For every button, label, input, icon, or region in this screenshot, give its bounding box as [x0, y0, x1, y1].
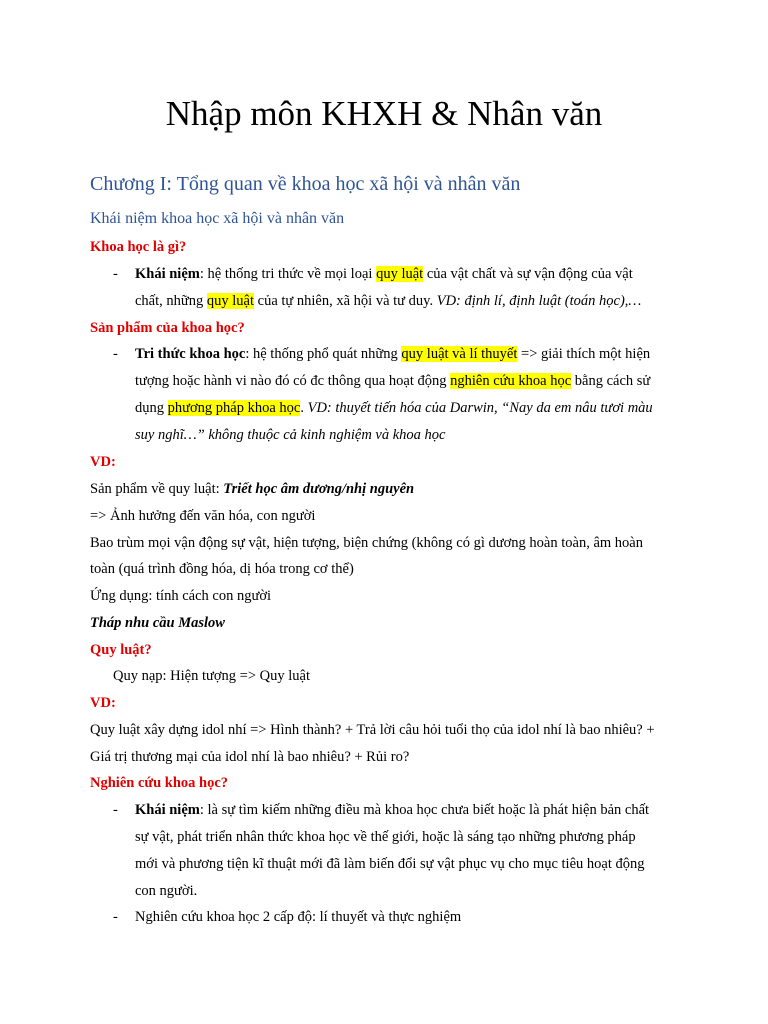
- text: : hệ thống phổ quát những: [245, 346, 402, 362]
- term: Tri thức khoa học: [135, 346, 246, 362]
- bullet-line: [135, 398, 653, 418]
- question-heading-products: Sản phẩm của khoa học?: [90, 320, 245, 336]
- text: của vật chất và sự vận động của vật: [423, 266, 633, 282]
- text: : hệ thống tri thức về mọi loại: [199, 266, 377, 282]
- bullet-line: [135, 264, 633, 284]
- paragraph: Quy nạp: Hiện tượng => Quy luật: [113, 668, 310, 684]
- bullet-dash: -: [113, 266, 118, 282]
- text: bằng cách sử: [571, 373, 651, 389]
- highlight: quy luật: [376, 266, 424, 282]
- term: Khái niệm: [135, 266, 200, 282]
- term: Khái niệm: [135, 802, 200, 818]
- bullet-line: [135, 425, 445, 445]
- text: của tự nhiên, xã hội và tư duy.: [254, 293, 437, 309]
- highlight: phương pháp khoa học: [167, 400, 301, 416]
- bullet-line: mới và phương tiện kĩ thuật mới đã làm biến đổi sự vật phục vụ cho mục tiêu hoạt động: [135, 856, 645, 872]
- example-text: suy nghĩ…” không thuộc cả kinh nghiệm và khoa học: [135, 427, 446, 443]
- text: dụng: [135, 400, 168, 416]
- highlight: quy luật: [206, 293, 255, 309]
- paragraph: Ứng dụng: tính cách con người: [90, 588, 272, 604]
- emphasis: Tháp nhu cầu Maslow: [90, 615, 225, 631]
- bullet-line: sự vật, phát triển nhân thức khoa học về thế giới, hoặc là sáng tạo những phương pháp: [135, 829, 636, 845]
- paragraph: toàn (quá trình đồng hóa, dị hóa trong cơ thể): [90, 561, 354, 577]
- chapter-heading: Chương I: Tổng quan về khoa học xã hội và nhân văn: [90, 173, 521, 195]
- question-heading-law: Quy luật?: [90, 642, 152, 658]
- paragraph: [90, 613, 225, 633]
- emphasis: Triết học âm dương/nhị nguyên: [223, 481, 415, 497]
- text: chất, những: [135, 293, 207, 309]
- question-heading-science: Khoa học là gì?: [90, 239, 187, 255]
- vd-heading: VD:: [90, 454, 116, 470]
- document-title: Nhập môn KHXH & Nhân văn: [165, 94, 603, 133]
- bullet-line: con người.: [135, 883, 198, 899]
- section-heading: Khái niệm khoa học xã hội và nhân văn: [90, 210, 345, 227]
- bullet-line: Nghiên cứu khoa học 2 cấp độ: lí thuyết và thực nghiệm: [135, 909, 462, 925]
- bullet-line: [135, 344, 650, 364]
- text: .: [300, 400, 308, 416]
- example-text: VD: thuyết tiến hóa của Darwin, “Nay da em nâu tươi màu: [307, 400, 653, 416]
- highlight: quy luật và lí thuyết: [401, 346, 518, 362]
- bullet-dash: -: [113, 909, 118, 925]
- bullet-line: [135, 371, 650, 391]
- bullet-dash: -: [113, 802, 118, 818]
- text: => giải thích một hiện: [517, 346, 651, 362]
- paragraph: Bao trùm mọi vận động sự vật, hiện tượng, biện chứng (không có gì dương hoàn toàn, âm hoàn: [90, 535, 643, 551]
- paragraph: Quy luật xây dựng idol nhí => Hình thành? + Trả lời câu hỏi tuổi thọ của idol nhí là bao nhiêu? +: [90, 722, 655, 738]
- highlight: nghiên cứu khoa học: [450, 373, 572, 389]
- bullet-dash: -: [113, 346, 118, 362]
- vd-heading: VD:: [90, 695, 116, 711]
- bullet-line: [135, 800, 649, 820]
- bullet-line: [135, 291, 641, 311]
- paragraph: [90, 479, 414, 499]
- paragraph: => Ảnh hưởng đến văn hóa, con người: [90, 508, 316, 524]
- text: tượng hoặc hành vi nào đó có đc thông qua hoạt động: [135, 373, 451, 389]
- text: Sản phẩm về quy luật:: [90, 481, 224, 497]
- example-text: VD: định lí, định luật (toán học),…: [436, 293, 642, 309]
- question-heading-research: Nghiên cứu khoa học?: [90, 775, 229, 791]
- paragraph: Giá trị thương mại của idol nhí là bao nhiêu? + Rủi ro?: [90, 749, 410, 765]
- text: : là sự tìm kiếm những điều mà khoa học chưa biết hoặc là phát hiện bản chất: [199, 802, 650, 818]
